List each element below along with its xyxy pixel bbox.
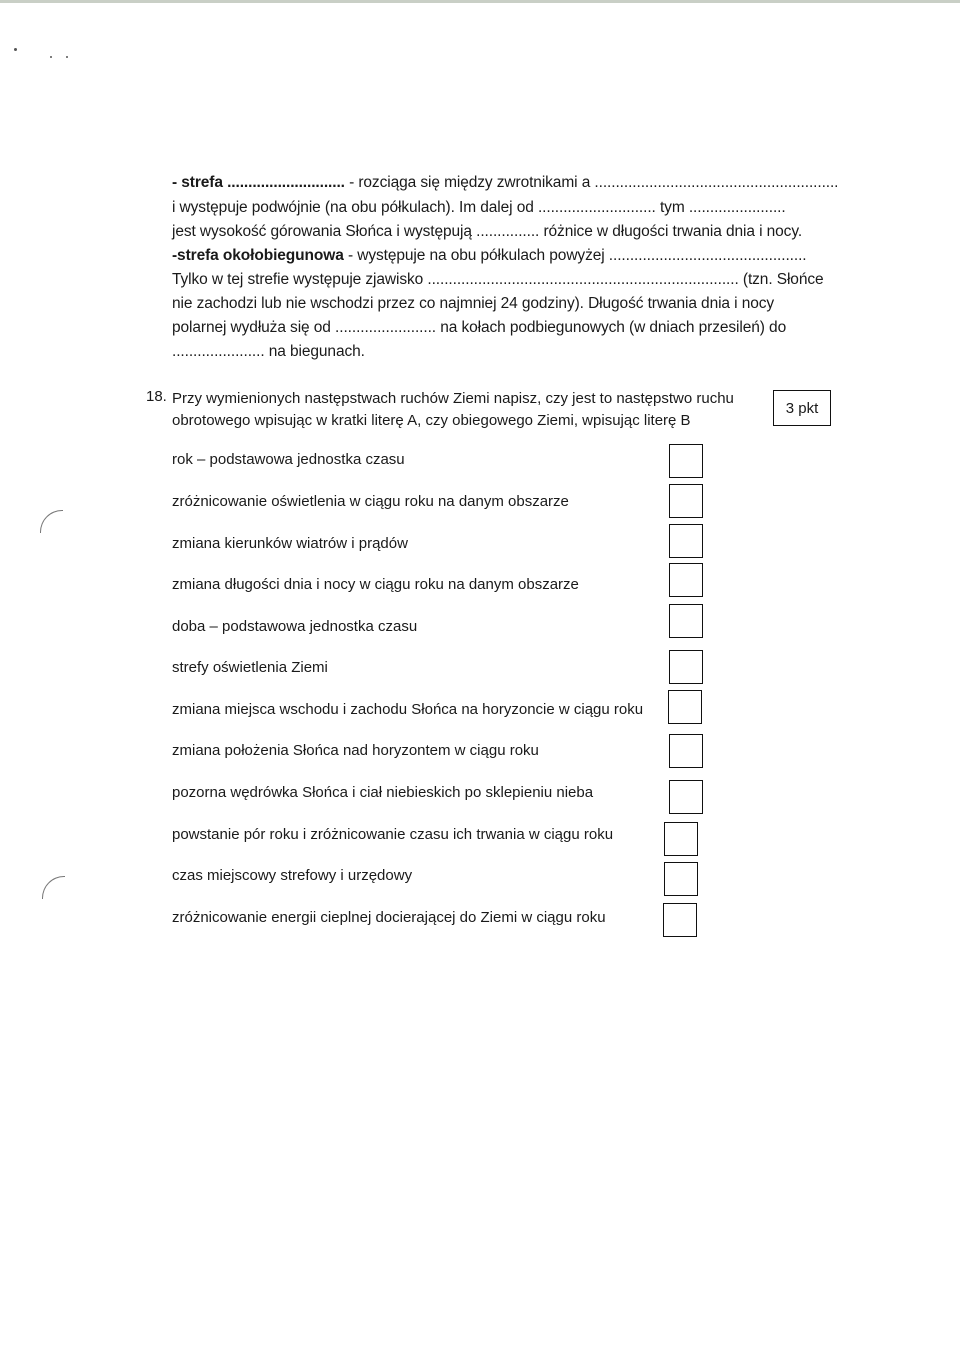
question-number: 18. [146, 388, 167, 405]
answer-box[interactable] [669, 484, 703, 518]
answer-box[interactable] [663, 903, 697, 937]
item-label: doba – podstawowa jednostka czasu [172, 618, 418, 635]
scan-speck [50, 56, 52, 58]
answer-box[interactable] [669, 444, 703, 478]
item-label: strefy oświetlenia Ziemi [172, 659, 328, 676]
scan-speck [66, 56, 68, 58]
points-label: 3 pkt [785, 399, 819, 417]
item-label: zmiana długości dnia i nocy w ciągu roku na danym obszarze [172, 576, 579, 593]
answer-box[interactable] [668, 690, 702, 724]
item-label: czas miejscowy strefowy i urzędowy [172, 867, 413, 884]
points-box [773, 390, 831, 426]
blank-6[interactable]: ............................................... [608, 247, 807, 264]
blank-3[interactable]: ............................ [537, 199, 656, 216]
text-line-1: - strefa ............................ - rozciąga się między zwrotnikami a .......................................................... [172, 174, 839, 191]
text-line-2: i występuje podwójnie (na obu półkulach). Im dalej od ............................ tym ....................... [172, 199, 786, 216]
item-label: zróżnicowanie oświetlenia w ciągu roku na danym obszarze [172, 493, 569, 510]
answer-box[interactable] [669, 780, 703, 814]
text-line-7: polarnej wydłuża się od ........................ na kołach podbiegunowych (w dniach przesileń) do [172, 319, 787, 336]
text-line-6: nie zachodzi lub nie wschodzi przez co najmniej 24 godziny). Długość trwania dnia i nocy [172, 295, 775, 312]
blank-5[interactable]: ............... [476, 223, 540, 240]
text-line-4: -strefa okołobiegunowa - występuje na obu półkulach powyżej ............................................... [172, 247, 807, 264]
item-label: zróżnicowanie energii cieplnej docierającej do Ziemi w ciągu roku [172, 909, 606, 926]
scan-speck [14, 48, 17, 51]
blank-7[interactable]: .......................................................................... [427, 271, 739, 288]
item-label: zmiana położenia Słońca nad horyzontem w ciągu roku [172, 742, 539, 759]
question-text: Przy wymienionych następstwach ruchów Ziemi napisz, czy jest to następstwo ruchu obrotowego wpisując w kratki literę A, czy obiegowego Ziemi, wpisując literę B [172, 390, 734, 429]
blank-4[interactable]: ....................... [688, 199, 786, 216]
page-top-edge [0, 0, 960, 3]
item-label: zmiana kierunków wiatrów i prądów [172, 535, 408, 552]
item-label: rok – podstawowa jednostka czasu [172, 451, 405, 468]
blank-9[interactable]: ...................... [172, 343, 265, 360]
answer-box[interactable] [669, 734, 703, 768]
text-line-8: ...................... na biegunach. [172, 343, 365, 360]
margin-mark [40, 510, 63, 533]
answer-box[interactable] [664, 862, 698, 896]
item-label: zmiana miejsca wschodu i zachodu Słońca na horyzoncie w ciągu roku [172, 701, 644, 718]
answer-box[interactable] [669, 650, 703, 684]
answer-box[interactable] [669, 524, 703, 558]
blank-8[interactable]: ........................ [335, 319, 436, 336]
blank-1[interactable]: ............................ [227, 174, 345, 191]
answer-box[interactable] [669, 563, 703, 597]
answer-box[interactable] [664, 822, 698, 856]
margin-mark [42, 876, 65, 899]
answer-box[interactable] [669, 604, 703, 638]
text-line-5: Tylko w tej strefie występuje zjawisko .......................................................................... (tzn. Słońce [172, 271, 824, 288]
item-label: powstanie pór roku i zróżnicowanie czasu ich trwania w ciągu roku [172, 826, 614, 843]
term-strefa-okolobiegunowa: -strefa okołobiegunowa [172, 247, 344, 264]
blank-2[interactable]: .......................................................... [594, 174, 839, 191]
item-label: pozorna wędrówka Słońca i ciał niebieskich po sklepieniu nieba [172, 784, 594, 801]
term-strefa: - strefa [172, 174, 228, 191]
text-line-3: jest wysokość górowania Słońca i występują ............... różnice w długości trwania dnia i nocy. [172, 223, 803, 240]
